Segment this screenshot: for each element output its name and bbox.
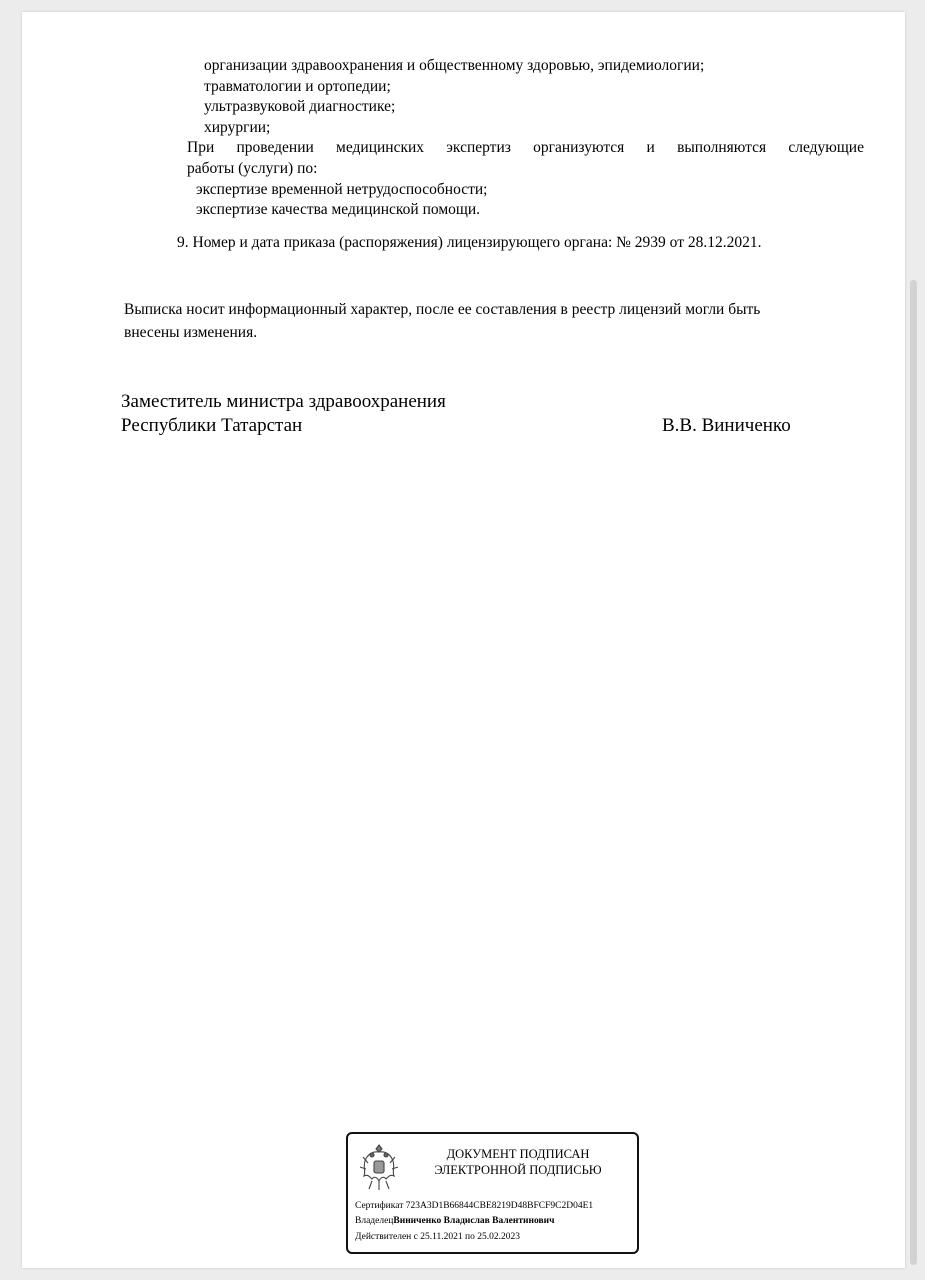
notice-line: Выписка носит информационный характер, после ее составления в реестр лицензий могли быть [124, 301, 761, 318]
signer-position-continued: Республики Татарстан [121, 415, 303, 436]
signer-name: В.В. Виниченко [662, 415, 791, 436]
expertise-intro-continued: работы (услуги) по: [187, 160, 318, 177]
expertise-item: экспертизе качества медицинской помощи. [196, 201, 480, 218]
item-9-order-number: 9. Номер и дата приказа (распоряжения) лицензирующего органа: № 2939 от 28.12.2021. [177, 234, 762, 251]
validity-line: Действителен с 25.11.2021 по 25.02.2023 [355, 1232, 520, 1242]
list-item: ультразвуковой диагностике; [204, 98, 396, 115]
signer-position: Заместитель министра здравоохранения [121, 391, 446, 412]
electronic-signature-stamp [346, 1132, 639, 1254]
coat-of-arms-icon [358, 1141, 400, 1193]
notice-line: внесены изменения. [124, 324, 258, 341]
certificate-line: Сертификат 723A3D1B66844CBE8219D48BFCF9C2D04E1 [355, 1201, 594, 1211]
list-item: хирургии; [204, 119, 271, 136]
list-item: травматологии и ортопедии; [204, 78, 391, 95]
stamp-title: ДОКУМЕНТ ПОДПИСАН ЭЛЕКТРОННОЙ ПОДПИСЬЮ [434, 1147, 602, 1177]
list-item: организации здравоохранения и общественному здоровью, эпидемиологии; [204, 57, 705, 74]
expertise-item: экспертизе временной нетрудоспособности; [196, 181, 488, 198]
scrollbar-thumb[interactable] [910, 280, 917, 1265]
owner-line: ВладелецВиниченко Владислав Валентинович [355, 1216, 555, 1226]
expertise-intro: При проведении медицинских экспертиз организуются и выполняются следующие [187, 139, 864, 156]
